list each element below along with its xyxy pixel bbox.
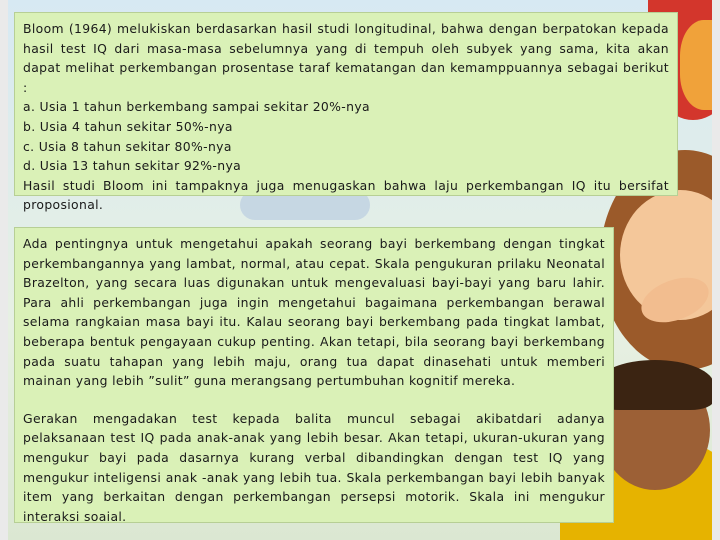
bloom-study-textbox [14, 12, 678, 213]
slide-border-left [0, 0, 8, 540]
bloom-conclusion-text: Hasil studi Bloom ini tampaknya juga menugaskan bahwa laju perkembangan IQ itu bersifat proposional. [23, 177, 669, 213]
list-item: b. Usia 4 tahun sekitar 50%-nya [23, 118, 233, 134]
bloom-intro-text: Bloom (1964) melukiskan berdasarkan hasil studi longitudinal, bahwa dengan berpatokan kepada hasil test IQ dari masa-masa sebelumnya yang di tempuh oleh subyek yang sama, kita akan dapat melihat perkembangan prosentase taraf kematangan dan kemamppuannya sebagai berikut : [23, 21, 669, 95]
list-item: d. Usia 13 tahun sekitar 92%-nya [23, 158, 242, 174]
infant-test-paragraph: Gerakan mengadakan test kepada balita muncul sebagai akibatdari adanya pelaksanaan test IQ pada anak-anak yang lebih besar. Akan tetapi, ukuran-ukuran yang mengukur bayi pada dasarnya kurang verbal dibandingkan dengan test IQ yang mengukur inteligensi anak -anak yang lebih tua. Skala perkembangan bayi lebih banyak item yang berkaitan dengan perkembangan persepsi motorik. Skala ini mengukur interaksi soaial. [23, 410, 605, 524]
list-item: a. Usia 1 tahun berkembang sampai sekitar 20%-nya [23, 99, 370, 115]
slide-border-right [712, 0, 720, 540]
infant-testing-textbox [14, 227, 614, 523]
paragraph-spacer [23, 391, 605, 409]
infant-development-paragraph: Ada pentingnya untuk mengetahui apakah seorang bayi berkembang dengan tingkat perkembangannya yang lambat, normal, atau cepat. Skala pengukuran prilaku Neonatal Brazelton, yang secara luas digunakan untuk mengevaluasi bayi-bayi yang baru lahir. Para ahli perkembangan juga ingin mengetahui bagaimana perkembangan berawal selama rangkaian masa bayi itu. Kalau seorang bayi berkembang pada tingkat lambat, beberapa bentuk pengayaan cukup penting. Akan tetapi, bila seorang bayi berkembang pada suatu tahapan yang lebih maju, orang tua dapat dinasehati untuk memberi mainan yang lebih ”sulit” guna merangsang pertumbuhan kognitif mereka. [23, 236, 605, 389]
list-item: c. Usia 8 tahun sekitar 80%-nya [23, 138, 232, 154]
